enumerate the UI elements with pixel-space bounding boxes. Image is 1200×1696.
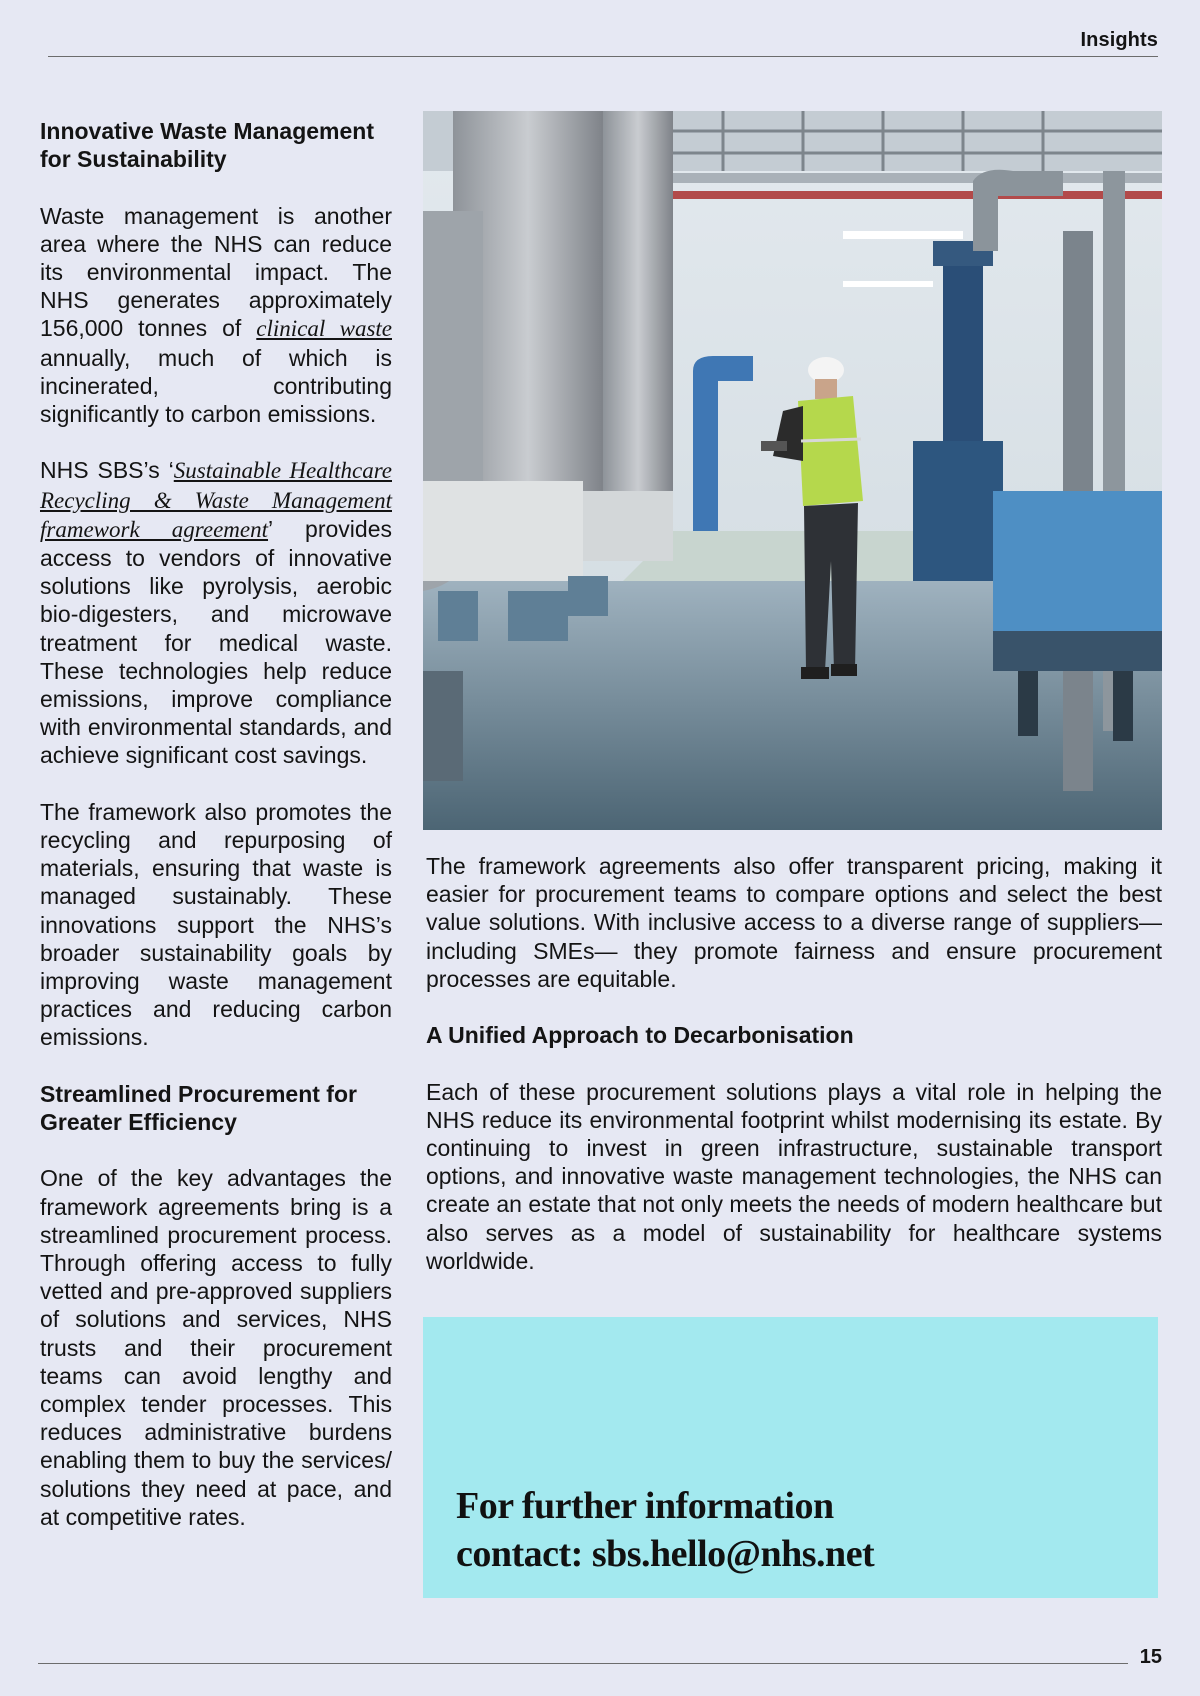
- heading-waste-management: Innovative Waste Management for Sustainability: [40, 118, 375, 173]
- header-section-label: Insights: [1080, 29, 1158, 51]
- framework-agreement-link[interactable]: Sustainable Healthcare Recycling & Waste Management framework agreement: [40, 458, 392, 542]
- contact-line-1: For further information: [456, 1485, 834, 1527]
- page-number: 15: [1139, 1646, 1162, 1668]
- footer-divider: [38, 1663, 1128, 1664]
- heading-unified-approach: A Unified Approach to Decarbonisation: [426, 1022, 854, 1049]
- left-column: [40, 117, 392, 1559]
- clinical-waste-link[interactable]: clinical waste: [256, 316, 392, 342]
- paragraph-text: ’ provides access to vendors of innovative solutions like pyrolysis, aerobic bio-digesters, and microwave treatment for medical waste. These technologies help reduce emissions, improve compliance with environmental standards, and achieve significant cost savings.: [40, 515, 392, 769]
- paragraph-transparent-pricing: The framework agreements also offer transparent pricing, making it easier for procurement teams to compare options and select the best value solutions. With inclusive access to a diverse range of suppliers—including SMEs— they promote fairness and ensure procurement processes are equitable.: [426, 853, 1162, 992]
- contact-email[interactable]: contact: sbs.hello@nhs.net: [456, 1533, 875, 1575]
- contact-text: [456, 1482, 874, 1578]
- heading-streamlined-procurement: Streamlined Procurement for Greater Efficiency: [40, 1080, 357, 1136]
- paragraph-text: annually, much of which is incinerated, contributing significantly to carbon emissions.: [40, 344, 392, 428]
- paragraph-text: Waste management is another area where the NHS can reduce its environmental impact. The NHS generates approximately 156,000 tonnes of: [40, 202, 392, 342]
- paragraph-framework-agreement: [40, 456, 392, 769]
- header-divider: [48, 56, 1158, 57]
- contact-callout-box: [423, 1317, 1158, 1598]
- paragraph-decarbonisation: Each of these procurement solutions plays a vital role in helping the NHS reduce its environmental footprint whilst modernising its estate. By continuing to invest in green infrastructure, sustainable transport options, and innovative waste management technologies, the NHS can create an estate that not only meets the needs of modern healthcare but also serves as a model of sustainability for healthcare systems worldwide.: [426, 1078, 1162, 1274]
- plant-room-photo: [423, 111, 1162, 830]
- right-column: [426, 852, 1162, 1303]
- paragraph-waste-intro: [40, 202, 392, 429]
- paragraph-text: NHS SBS’s ‘: [40, 457, 174, 484]
- paragraph-recycling: The framework also promotes the recycling and repurposing of materials, ensuring that waste is managed sustainably. These innovations support the NHS’s broader sustainability goals by improving waste management practices and reducing carbon emissions.: [40, 798, 392, 1051]
- paragraph-procurement-advantages: One of the key advantages the framework agreements bring is a streamlined procurement process. Through offering access to fully vetted and pre-approved suppliers of solutions and services, NHS trusts and their procurement teams can avoid lengthy and complex tender processes. This reduces administrative burdens enabling them to buy the services/ solutions they need at pace, and at competitive rates.: [40, 1165, 392, 1530]
